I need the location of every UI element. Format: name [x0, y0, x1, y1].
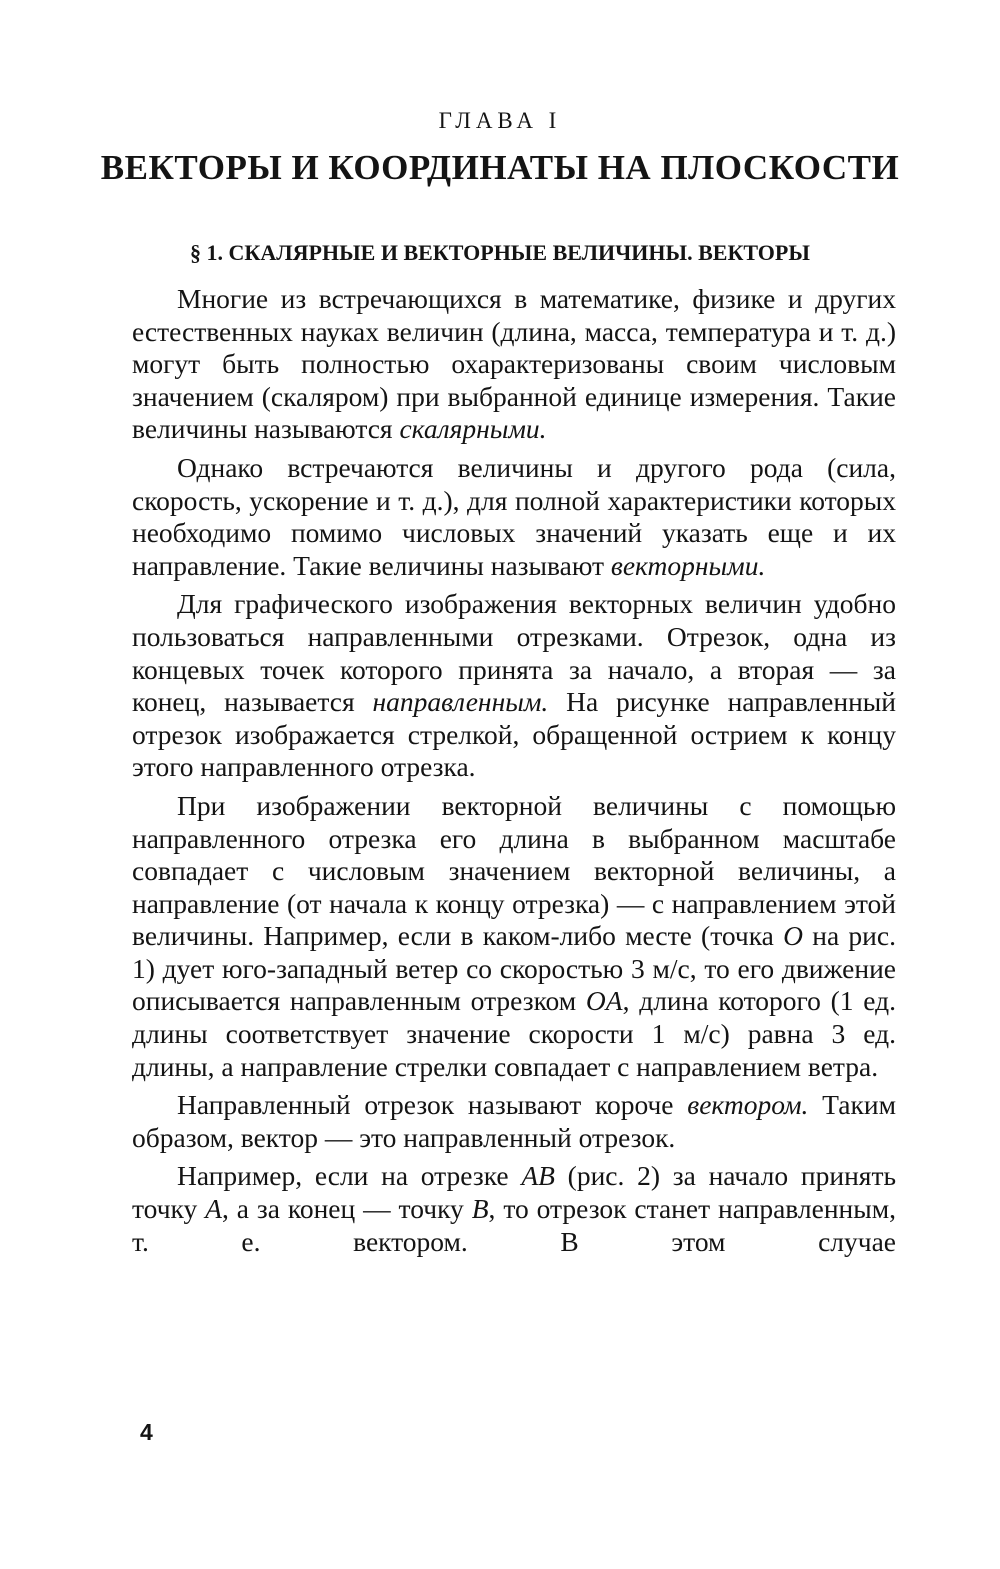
chapter-label: ГЛАВА I — [438, 108, 562, 133]
paragraph-scalar-quantities — [132, 283, 896, 446]
paragraph-text: На рисунке направленный отрезок изображается стрелкой, обращенной острием к концу этого направленного отрезка. — [132, 686, 896, 783]
paragraph-text: , длина которого (1 ед. длины соответствует значение скорости 1 м/с) равна 3 ед. длины, а направление стрелки совпадает с направлением ветра. — [132, 985, 896, 1082]
chapter-title: ВЕКТОРЫ И КООРДИНАТЫ НА ПЛОСКОСТИ — [100, 148, 900, 187]
paragraph-directed-segments — [132, 588, 896, 784]
paragraph-text: Направленный отрезок называют короче — [177, 1089, 688, 1121]
term-vector: векторными. — [610, 549, 766, 581]
paragraph-text: Для графического изображения векторных величин удобно пользоваться направленными отрезками. Отрезок, одна из концевых точек которого принята за начало, а вторая — за конец, называется — [132, 588, 896, 718]
paragraph-text: Таким образом, вектор — это направленный отрезок. — [132, 1089, 896, 1153]
term-vector-noun: вектором. — [687, 1089, 809, 1121]
section-title: § 1. СКАЛЯРНЫЕ И ВЕКТОРНЫЕ ВЕЛИЧИНЫ. ВЕКТОРЫ — [190, 240, 810, 265]
segment-ab: AB — [521, 1160, 555, 1192]
paragraph-text: Например, если на отрезке — [177, 1160, 522, 1192]
page-number: 4 — [140, 1419, 153, 1445]
paragraph-vector-definition — [132, 1089, 896, 1154]
paragraph-wind-example — [132, 790, 896, 1083]
paragraph-text: (рис. 2) за начало принять точку — [132, 1160, 896, 1225]
paragraph-text: При изображении векторной величины с помощью направленного отрезка его длина в выбранном масштабе совпадает с числовым значением векторной величины, а направление (от начала к концу отрезка) — с направлением этой величины. Например, если в каком-либо месте (точка — [132, 789, 896, 952]
paragraph-text: на рис. 1) дует юго-западный ветер со скоростью 3 м/с, то его движение описывается направленным отрезком — [132, 920, 896, 1017]
point-b: B — [471, 1193, 489, 1225]
paragraph-text: , то отрезок станет направленным, т. е. вектором. В этом случае — [132, 1193, 897, 1257]
term-directed: направленным. — [372, 686, 549, 718]
point-a: A — [205, 1193, 222, 1225]
paragraph-text: Однако встречаются величины и другого рода (сила, скорость, ускорение и т. д.), для полной характеристики которых необходимо помимо числовых значений указать еще и их направление. Такие величины называют — [132, 451, 896, 581]
paragraph-text: , а за конец — точку — [221, 1193, 472, 1225]
body-text — [132, 283, 896, 1264]
term-scalar: скалярными. — [399, 413, 547, 445]
paragraph-text: Многие из встречающихся в математике, физике и других естественных науках величин (длина, масса, температура и т. д.) могут быть полностью охарактеризованы своим числовым значением (скаляром) при выбранной единице измерения. Такие величины называются — [132, 283, 896, 445]
segment-oa: OA — [585, 985, 623, 1017]
paragraph-vector-quantities — [132, 452, 896, 582]
point-o: O — [783, 920, 803, 952]
paragraph-ab-example — [132, 1160, 896, 1258]
